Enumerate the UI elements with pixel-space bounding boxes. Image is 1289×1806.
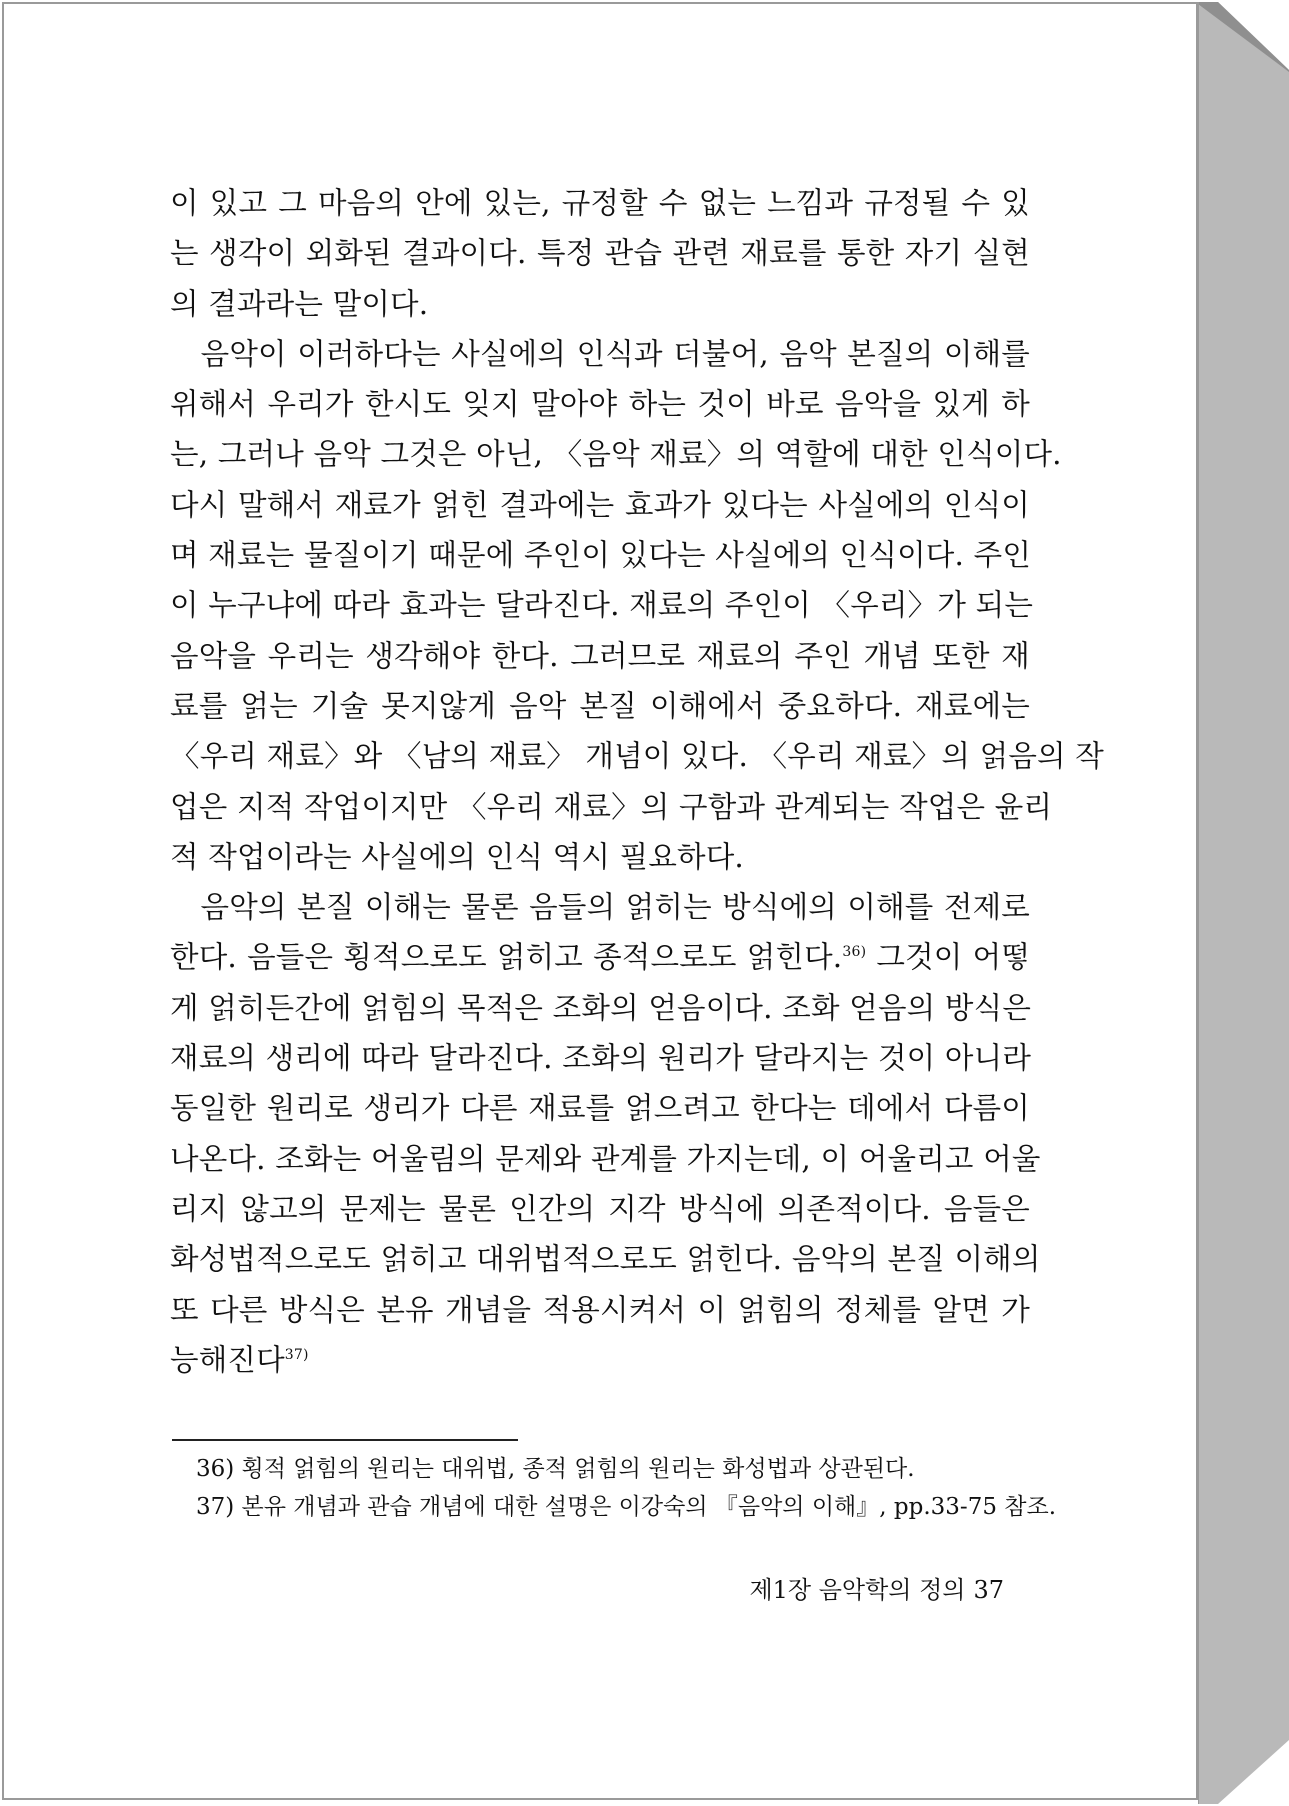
text-line-6: 는, 그러나 음악 그것은 아닌, 〈음악 재료〉의 역할에 대한 인식이다. (170, 437, 1062, 472)
text-line-22: 화성법적으로도 얽히고 대위법적으로도 얽힌다. 음악의 본질 이해의 (170, 1242, 1041, 1277)
text-line-17: 게 얽히든간에 얽힘의 목적은 조화의 얻음이다. 조화 얻음의 방식은 (170, 990, 1032, 1025)
chapter-title: 제1장 음악학의 정의 (749, 1576, 966, 1604)
text-line-21: 리지 않고의 문제는 물론 인간의 지각 방식에 의존적이다. 음들은 (170, 1191, 1030, 1226)
footnote-ref-36: 36) (842, 944, 867, 961)
page-number: 37 (973, 1576, 1004, 1604)
text-line-18: 재료의 생리에 따라 달라진다. 조화의 원리가 달라지는 것이 아니라 (170, 1041, 1032, 1076)
text-line-14: 적 작업이라는 사실에의 인식 역시 필요하다. (170, 839, 745, 874)
text-line-8: 며 재료는 물질이기 때문에 주인이 있다는 사실에의 인식이다. 주인 (170, 538, 1032, 573)
text-line-13: 업은 지적 작업이지만 〈우리 재료〉의 구함과 관계되는 작업은 윤리 (170, 789, 1053, 824)
page-edge-shadow (1198, 0, 1289, 1806)
text-line-16-head: 한다. 음들은 횡적으로도 얽히고 종적으로도 얽힌다. (170, 940, 843, 975)
text-line-20: 나온다. 조화는 어울림의 문제와 관계를 가지는데, 이 어울리고 어울 (170, 1141, 1041, 1176)
text-line-11: 료를 얽는 기술 못지않게 음악 본질 이해에서 중요하다. 재료에는 (170, 688, 1030, 723)
text-line-24 (170, 1335, 1030, 1385)
text-line-9: 이 누구냐에 따라 효과는 달라진다. 재료의 주인이 〈우리〉가 되는 (170, 588, 1034, 623)
text-line-2: 는 생각이 외화된 결과이다. 특정 관습 관련 재료를 통한 자기 실현 (170, 236, 1030, 271)
footnote-36: 36) 횡적 얽힘의 원리는 대위법, 종적 얽힘의 원리는 화성법과 상관된다. (196, 1456, 915, 1482)
text-line-10: 음악을 우리는 생각해야 한다. 그러므로 재료의 주인 개념 또한 재 (170, 638, 1030, 673)
text-line-19: 동일한 원리로 생리가 다른 재료를 얽으려고 한다는 데에서 다름이 (170, 1091, 1030, 1126)
text-line-12: 〈우리 재료〉와 〈남의 재료〉 개념이 있다. 〈우리 재료〉의 얽음의 작 (170, 739, 1105, 774)
text-line-3: 의 결과라는 말이다. (170, 286, 429, 321)
text-line-15: 음악의 본질 이해는 물론 음들의 얽히는 방식에의 이해를 전제로 (170, 890, 1030, 925)
text-line-24-head: 능해진다 (170, 1342, 285, 1377)
text-line-1: 이 있고 그 마음의 안에 있는, 규정할 수 없는 느낌과 규정될 수 있 (170, 186, 1030, 220)
footnote-ref-37: 37) (284, 1347, 309, 1363)
footnotes (196, 1450, 1057, 1526)
running-footer (749, 1570, 1004, 1605)
text-line-16-tail: 그것이 어떻 (876, 940, 1031, 975)
text-line-4: 음악이 이러하다는 사실에의 인식과 더불어, 음악 본질의 이해를 (170, 336, 1030, 371)
text-line-23: 또 다른 방식은 본유 개념을 적용시켜서 이 얽힘의 정체를 알면 가 (170, 1292, 1030, 1327)
footnote-37: 37) 본유 개념과 관습 개념에 대한 설명은 이강숙의 『음악의 이해』, pp.33-75 참조. (196, 1494, 1057, 1520)
text-line-16 (170, 932, 1030, 982)
text-line-7: 다시 말해서 재료가 얽힌 결과에는 효과가 있다는 사실에의 인식이 (170, 487, 1030, 522)
body-text (170, 178, 1105, 1385)
footnote-divider (172, 1439, 518, 1441)
text-line-5: 위해서 우리가 한시도 잊지 말아야 하는 것이 바로 음악을 있게 하 (170, 387, 1030, 422)
